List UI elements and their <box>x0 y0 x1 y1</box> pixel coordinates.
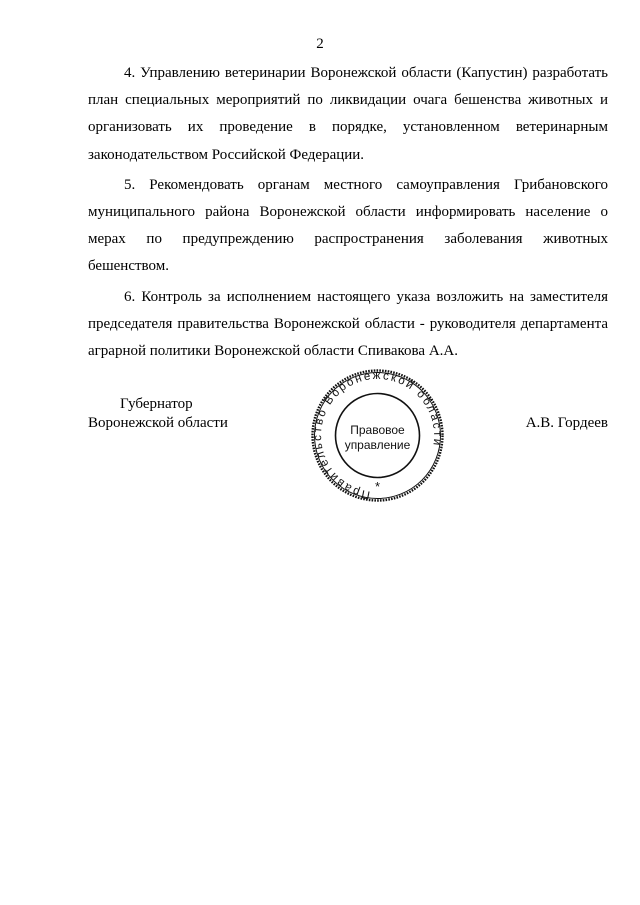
stamp-center-line2: управление <box>344 438 411 452</box>
stamp-center-line1: Правовое <box>350 423 405 437</box>
paragraph-4: 4. Управлению ветеринарии Воронежской области (Капустин) разработать план специальных мероприятий по ликвидации очага бешенства животных и организовать их проведение в порядке, установленном ветеринарным законодательством Российской Федерации. <box>88 65 608 163</box>
signatory-name: А.В. Гордеев <box>525 415 608 431</box>
signatory-position <box>88 395 228 433</box>
document-body <box>88 60 608 368</box>
page-number: 2 <box>316 36 324 52</box>
stamp-ring-text: Правительство Воронежской области <box>311 369 444 501</box>
paragraph-6: 6. Контроль за исполнением настоящего указа возложить на заместителя председателя правительства Воронежской области - руководителя департамента аграрной политики Воронежской области Спивакова А.А. <box>88 288 608 360</box>
position-region: Воронежской области <box>88 415 228 431</box>
stamp-star: * <box>374 479 381 494</box>
position-title: Губернатор <box>120 396 193 412</box>
paragraph-5: 5. Рекомендовать органам местного самоуправления Грибановского муниципального района Воронежской области информировать население о мерах по предупреждению распространения заболевания животных бешенством. <box>88 176 608 275</box>
official-stamp <box>310 368 445 503</box>
